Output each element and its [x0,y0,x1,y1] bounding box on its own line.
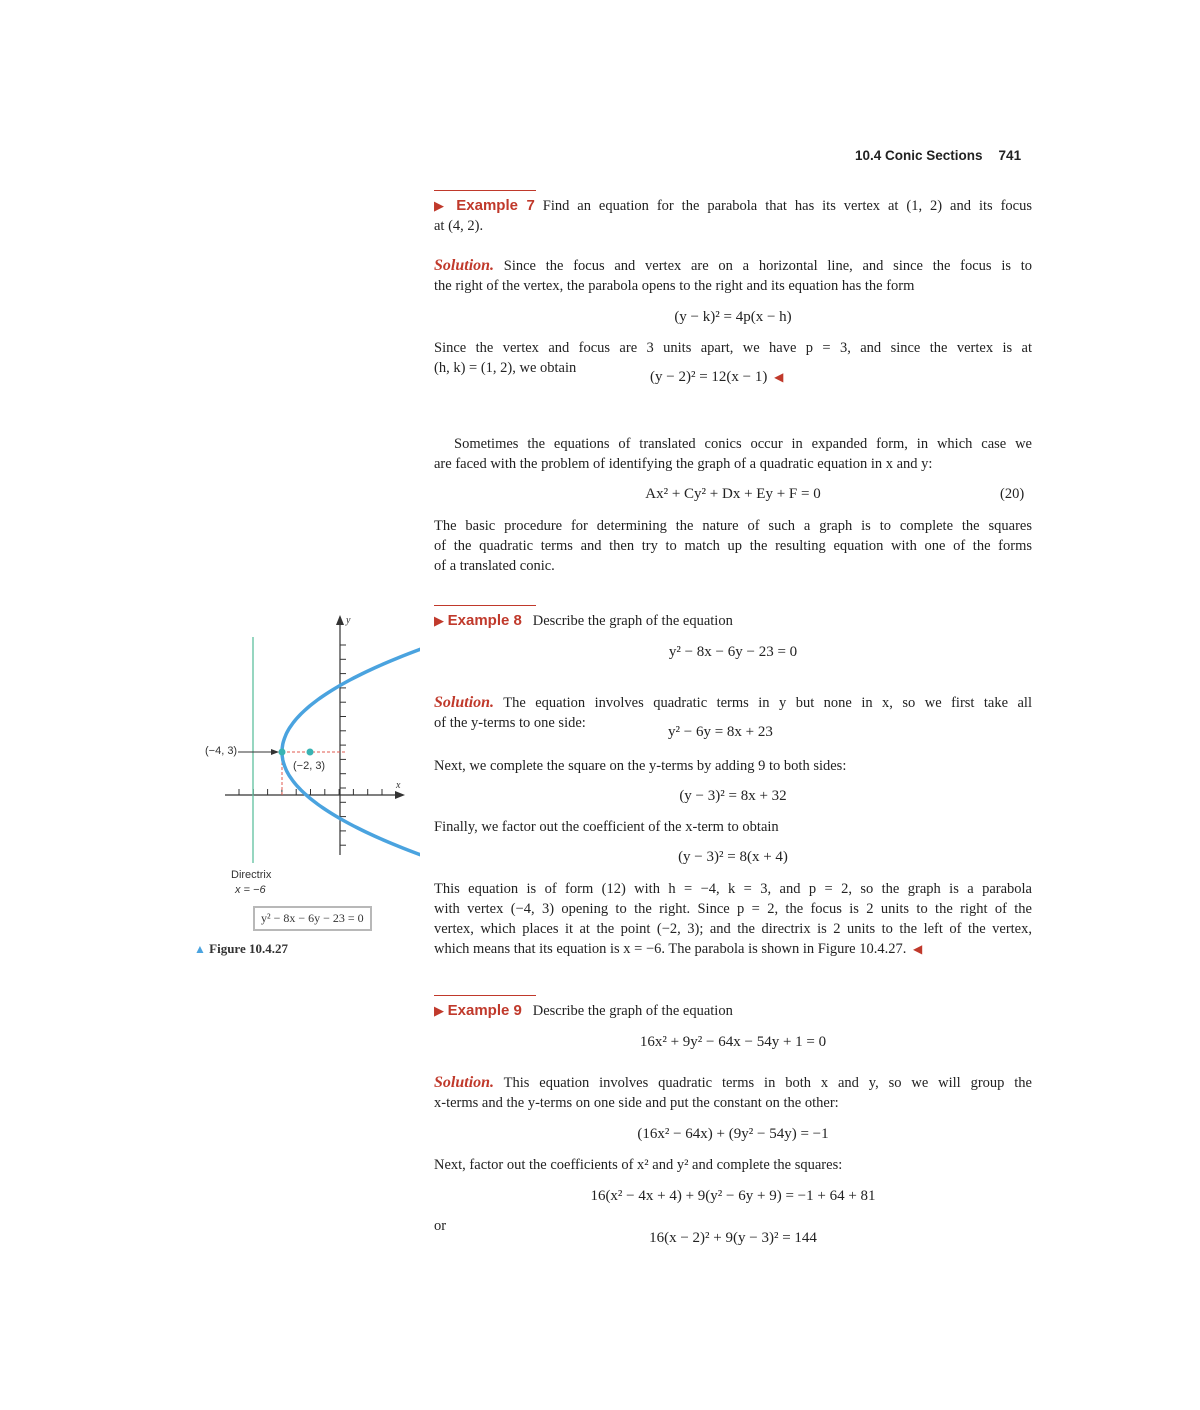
paragraph-2-line3: of a translated conic. [434,558,555,574]
focus-label: (−2, 3) [293,760,326,772]
y-axis-ticks [340,645,346,845]
problem-text: Describe the graph of the equation [532,1003,733,1019]
example-7-solution-line4: (h, k) = (1, 2), we obtain [434,360,577,376]
example-7-problem-line2: at (4, 2). [434,218,484,234]
example-7-rule [434,190,536,191]
caption-marker-icon: ▲ [194,942,206,956]
example-8-equation: y² − 8x − 6y − 23 = 0 [668,644,798,660]
example-8-conclusion-line4 [434,939,1032,959]
example-9-rule [434,995,536,996]
paragraph-1-line1: Sometimes the equations of translated conics occur in expanded form, in which case we [454,436,1032,452]
conclusion-text: which means that its equation is x = −6. The parabola is shown in Figure 10.4.27. [434,941,907,957]
example-9-step1: (16x² − 64x) + (9y² − 54y) = −1 [637,1126,829,1142]
solution-text: Since the focus and vertex are on a horizontal line, and since the focus is to [503,258,1033,274]
example-8-solution-line1 [434,693,1032,713]
example-8-step2: (y − 3)² = 8x + 32 [679,788,787,804]
vertex-point [279,749,286,756]
example-8-rule [434,605,536,606]
example-9-solution-line2: x-terms and the y-terms on one side and put the constant on the other: [434,1095,839,1111]
example-8-step3: (y − 3)² = 8(x + 4) [678,849,788,865]
example-7-equation-result [650,369,783,386]
example-marker-icon: ▶ [434,1003,444,1018]
directrix-label: Directrix [231,869,272,881]
running-header [855,148,1021,163]
x-axis-arrow-icon [395,791,405,799]
example-9-step2: 16(x² − 4x + 4) + 9(y² − 6y + 9) = −1 + 64 + 81 [590,1188,876,1204]
example-9-equation: 16x² + 9y² − 64x − 54y + 1 = 0 [639,1034,827,1050]
end-of-example-icon: ◀ [910,942,923,956]
example-8-conclusion-line3: vertex, which places it at the point (−2, 3); and the directrix is 2 units to the left of the vertex, [434,921,1032,937]
example-8-solution-line4: Finally, we factor out the coefficient of the x-term to obtain [434,819,779,835]
example-9-solution-line3: Next, factor out the coefficients of x² and y² and complete the squares: [434,1157,843,1173]
or-label: or [434,1218,447,1234]
problem-text: Describe the graph of the equation [532,613,733,629]
x-axis-label: x [396,780,401,791]
example-8-solution-line3: Next, we complete the square on the y-terms by adding 9 to both sides: [434,758,847,774]
example-7-solution-line2: the right of the vertex, the parabola opens to the right and its equation has the form [434,278,915,294]
paragraph-1-line2: are faced with the problem of identifying the graph of a quadratic equation in x and y: [434,456,933,472]
example-9-label: Example 9 [447,1002,522,1019]
example-7-problem-text: Find an equation for the parabola that has its vertex at (1, 2) and its focus [542,198,1032,214]
example-8-problem [434,611,1032,631]
equation-number: (20) [1000,486,1025,502]
example-9-problem [434,1001,1032,1021]
paragraph-2-line1: The basic procedure for determining the nature of such a graph is to complete the squares [434,518,1032,534]
solution-label: Solution. [434,694,495,711]
example-8-label: Example 8 [447,612,522,629]
equation-20: Ax² + Cy² + Dx + Ey + F = 0 [645,486,821,502]
directrix-equation: x = −6 [235,884,266,896]
example-7-label: Example 7 [456,197,535,214]
example-9-step3: 16(x − 2)² + 9(y − 3)² = 144 [649,1230,817,1246]
section-title: 10.4 Conic Sections [855,148,983,163]
end-of-example-icon: ◀ [771,370,784,384]
example-8-step1: y² − 6y = 8x + 23 [668,724,773,740]
solution-text: The equation involves quadratic terms in y but none in x, so we first take all [503,695,1032,711]
example-marker-icon: ▶ [434,613,444,628]
vertex-label: (−4, 3) [205,745,238,757]
example-8-conclusion-line1: This equation is of form (12) with h = −4, k = 3, and p = 2, so the graph is a parabola [434,881,1032,897]
example-7-equation-form: (y − k)² = 4p(x − h) [674,309,792,325]
example-7-solution-line3: Since the vertex and focus are 3 units apart, we have p = 3, and since the vertex is at [434,340,1032,356]
example-8-conclusion-line2: with vertex (−4, 3) opening to the right. Since p = 2, the focus is 2 units to the right of the [434,901,1032,917]
vertex-pointer-arrow-icon [271,749,279,755]
caption-text: Figure 10.4.27 [209,941,288,956]
equation-text: (y − 2)² = 12(x − 1) [650,369,768,385]
example-7-problem-line1 [434,196,1032,216]
example-7-solution-line1 [434,256,1032,276]
paragraph-2-line2: of the quadratic terms and then try to match up the resulting equation with one of the forms [434,538,1032,554]
y-axis-arrow-icon [336,615,344,625]
equation-box: y² − 8x − 6y − 23 = 0 [253,906,372,931]
example-8-solution-line2: of the y-terms to one side: [434,715,586,731]
solution-label: Solution. [434,1074,495,1091]
x-axis-ticks [239,789,382,795]
focus-point [307,749,314,756]
example-9-solution-line1 [434,1073,1032,1093]
solution-text: This equation involves quadratic terms in both x and y, so we will group the [503,1075,1032,1091]
page-number: 741 [998,148,1022,163]
figure-caption [194,941,288,957]
solution-label: Solution. [434,257,495,274]
example-marker-icon: ▶ [434,198,449,213]
y-axis-label: y [346,615,351,626]
